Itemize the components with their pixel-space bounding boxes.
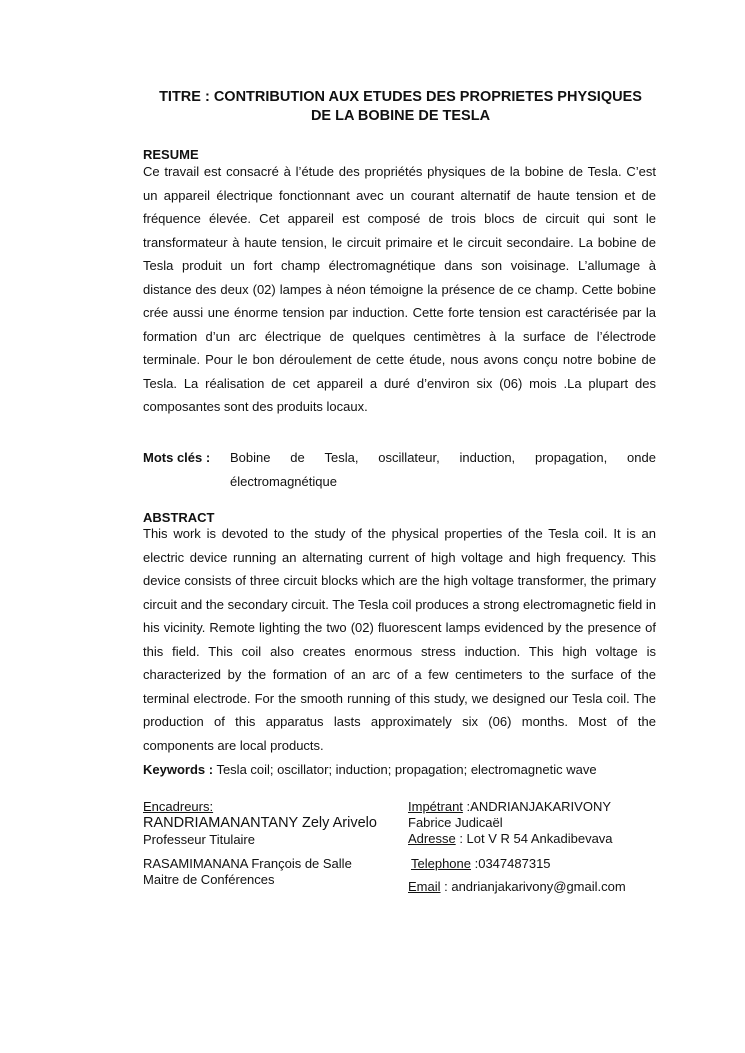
encadreur-2-name: RASAMIMANANA François de Salle bbox=[143, 856, 352, 871]
encadreur-2-title: Maitre de Conférences bbox=[143, 872, 275, 887]
document-title bbox=[143, 88, 658, 126]
mots-cles-word: Bobine bbox=[229, 450, 271, 465]
impetrant-name: :ANDRIANJAKARIVONY bbox=[462, 799, 612, 814]
abstract-paragraph: This work is devoted to the study of the physical properties of the Tesla coil. It is an electric device running an alternating current of high voltage and high frequency. This device consists of three circuit blocks which are the high voltage transformer, the primary circuit and the secondary circuit. The Tesla coil produces a strong electromagnetic field in his vicinity. Remote lighting the two (02) fluorescent lamps evidenced by the presence of this field. This coil also creates enormous stress induction. This high voltage is characterized by the formation of an arc of a few centimeters to the surface of the terminal electrode. For the smooth running of this study, we designed our Tesla coil. The production of this apparatus lasts approximately six (06) months. Most of the components are local products. bbox=[143, 526, 656, 753]
mots-cles-word: de bbox=[290, 450, 305, 465]
impetrant-line bbox=[408, 799, 611, 814]
address-label: Adresse bbox=[408, 831, 456, 846]
mots-cles-continuation: électromagnétique bbox=[230, 474, 337, 489]
mots-cles-word: propagation, bbox=[534, 450, 608, 465]
keywords-en bbox=[143, 759, 656, 781]
address-line bbox=[408, 831, 613, 846]
impetrant-name-2: Fabrice Judicaël bbox=[408, 815, 503, 830]
email-label: Email bbox=[408, 879, 441, 894]
impetrant-label: Impétrant bbox=[408, 799, 463, 814]
mots-cles-word: induction, bbox=[459, 450, 516, 465]
phone-label: Telephone bbox=[411, 856, 471, 871]
address-value: : Lot V R 54 Ankadibevava bbox=[455, 831, 613, 846]
email-value: : andrianjakarivony@gmail.com bbox=[440, 879, 626, 894]
mots-cles-row bbox=[143, 446, 656, 470]
encadreur-1-title: Professeur Titulaire bbox=[143, 832, 255, 847]
abstract-heading: ABSTRACT bbox=[143, 510, 215, 525]
email-line bbox=[408, 879, 626, 894]
title-line-1: TITRE : CONTRIBUTION AUX ETUDES DES PROPRIETES PHYSIQUES bbox=[159, 89, 642, 105]
mots-cles-word: oscillateur, bbox=[378, 450, 440, 465]
mots-cles-label: Mots clés : bbox=[143, 450, 211, 465]
phone-value: :0347487315 bbox=[471, 856, 551, 871]
keywords-text: Tesla coil; oscillator; induction; propagation; electromagnetic wave bbox=[213, 762, 597, 777]
title-line-2: DE LA BOBINE DE TESLA bbox=[310, 108, 491, 124]
mots-cles-word: Tesla, bbox=[324, 450, 359, 465]
resume-paragraph: Ce travail est consacré à l’étude des propriétés physiques de la bobine de Tesla. C’est un appareil électrique fonctionnant avec un courant alternatif de haute tension et de fréquence élevée. Cet appareil est composé de trois blocs de circuit qui sont le transformateur à haute tension, le circuit primaire et le circuit secondaire. La bobine de Tesla produit un fort champ électromagnétique dans son voisinage. L’allumage à distance des deux (02) lampes à néon témoigne la présence de ce champ. Cette bobine crée aussi une énorme tension par induction. Cette forte tension est caractérisée par la formation d’un arc électrique de quelques centimètres à la surface de l’électrode terminale. Pour le bon déroulement de cette étude, nous avons conçu notre bobine de Tesla. La réalisation de cet appareil a duré d’environ six (06) mois .La plupart des composantes sont des produits locaux. bbox=[143, 164, 656, 414]
encadreur-1-name: RANDRIAMANANTANY Zely Arivelo bbox=[143, 815, 377, 831]
phone-line bbox=[411, 856, 551, 871]
mots-cles-word: onde bbox=[627, 450, 656, 465]
encadreurs-label: Encadreurs: bbox=[143, 799, 214, 814]
mots-cles bbox=[143, 446, 656, 494]
resume-heading: RESUME bbox=[143, 147, 199, 162]
keywords-label: Keywords : bbox=[143, 762, 214, 777]
